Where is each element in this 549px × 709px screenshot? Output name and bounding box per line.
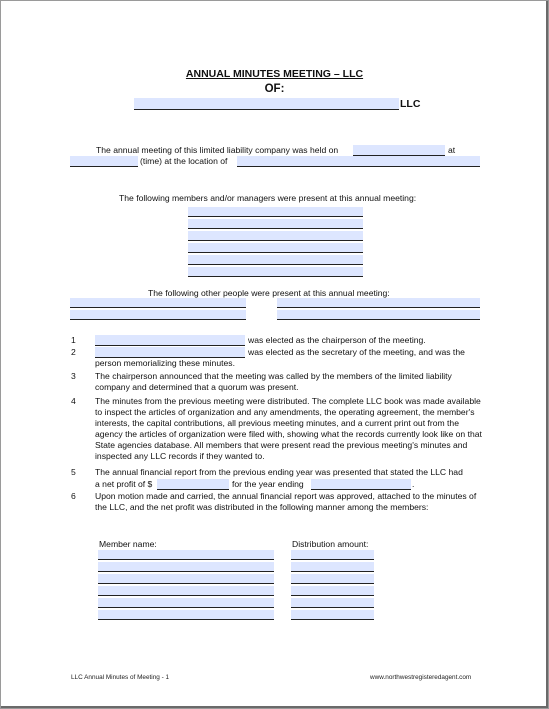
item-6-text: Upon motion made and carried, the annual financial report was approved, attached to the minutes of the LLC, and the net profit was distributed in the following manner among the members:: [95, 491, 477, 512]
item-number: 4: [71, 396, 76, 406]
intro-line2: (time) at the location of: [140, 156, 228, 166]
distribution-amount-field[interactable]: [291, 562, 374, 572]
distribution-amount-field[interactable]: [291, 574, 374, 584]
member-name-field[interactable]: [98, 562, 274, 572]
member-present-field[interactable]: [188, 267, 363, 277]
meeting-time-field[interactable]: [70, 156, 138, 167]
members-present-label: The following members and/or managers were present at this annual meeting:: [119, 193, 417, 203]
item-number: 6: [71, 491, 76, 501]
net-profit-label: a net profit of $: [95, 479, 153, 489]
chairperson-field[interactable]: [95, 335, 245, 346]
item-number: 2: [71, 347, 76, 357]
member-name-field[interactable]: [98, 586, 274, 596]
member-present-field[interactable]: [188, 207, 363, 217]
item-number: 5: [71, 467, 76, 477]
llc-name-field[interactable]: [134, 98, 399, 110]
item-number: 1: [71, 335, 76, 345]
member-present-field[interactable]: [188, 255, 363, 265]
other-present-field[interactable]: [70, 310, 246, 320]
year-ending-field[interactable]: [311, 479, 411, 490]
document-title: ANNUAL MINUTES MEETING – LLC: [185, 68, 364, 80]
item-4-text: The minutes from the previous meeting were distributed. The complete LLC book was made available to inspect the articles of organization and any amendments, the operating agreement, the member's interests, the capital contributions, all previous meeting minutes, and a current print out from the agency the articles of organization were filed with, showing what the records currently look like on that State agencies database. All members that were present read the previous meeting's minutes and inspected any LLC records if they wanted to.: [95, 396, 482, 461]
distribution-amount-label: Distribution amount:: [292, 539, 369, 549]
member-present-field[interactable]: [188, 243, 363, 253]
year-ending-label: for the year ending: [232, 479, 304, 489]
member-name-label: Member name:: [99, 539, 157, 549]
meeting-location-field[interactable]: [237, 156, 480, 167]
other-present-field[interactable]: [277, 310, 480, 320]
intro-at: at: [448, 145, 456, 155]
distribution-amount-field[interactable]: [291, 550, 374, 560]
page-shadow-bottom: [1, 706, 548, 708]
meeting-date-field[interactable]: [353, 145, 445, 156]
item-2-text: was elected as the secretary of the meeting, and was the: [248, 347, 465, 357]
other-present-field[interactable]: [70, 298, 246, 308]
member-name-field[interactable]: [98, 574, 274, 584]
page-shadow-right: [546, 1, 548, 708]
net-profit-field[interactable]: [157, 479, 229, 490]
item-5-text: The annual financial report from the previous ending year was presented that stated the LLC had: [95, 467, 463, 477]
member-present-field[interactable]: [188, 231, 363, 241]
member-name-field[interactable]: [98, 550, 274, 560]
member-name-field[interactable]: [98, 598, 274, 608]
others-present-label: The following other people were present at this annual meeting:: [148, 288, 390, 298]
distribution-amount-field[interactable]: [291, 586, 374, 596]
footer-website: www.northwestregisteredagent.com: [370, 674, 472, 681]
intro-line1: The annual meeting of this limited liability company was held on: [96, 145, 339, 155]
member-present-field[interactable]: [188, 219, 363, 229]
period: .: [412, 479, 415, 489]
member-name-field[interactable]: [98, 610, 274, 620]
llc-suffix: LLC: [400, 98, 421, 110]
other-present-field[interactable]: [277, 298, 480, 308]
of-label: OF:: [264, 83, 285, 95]
item-1-text: was elected as the chairperson of the meeting.: [248, 335, 426, 345]
distribution-amount-field[interactable]: [291, 610, 374, 620]
secretary-field[interactable]: [95, 347, 245, 358]
item-3-text: The chairperson announced that the meeting was called by the members of the limited liability company and determined that a quorum was present.: [95, 371, 452, 392]
item-number: 3: [71, 371, 76, 381]
distribution-amount-field[interactable]: [291, 598, 374, 608]
item-2-text-cont: person memorializing these minutes.: [95, 358, 235, 368]
footer-page-label: LLC Annual Minutes of Meeting - 1: [71, 674, 170, 681]
